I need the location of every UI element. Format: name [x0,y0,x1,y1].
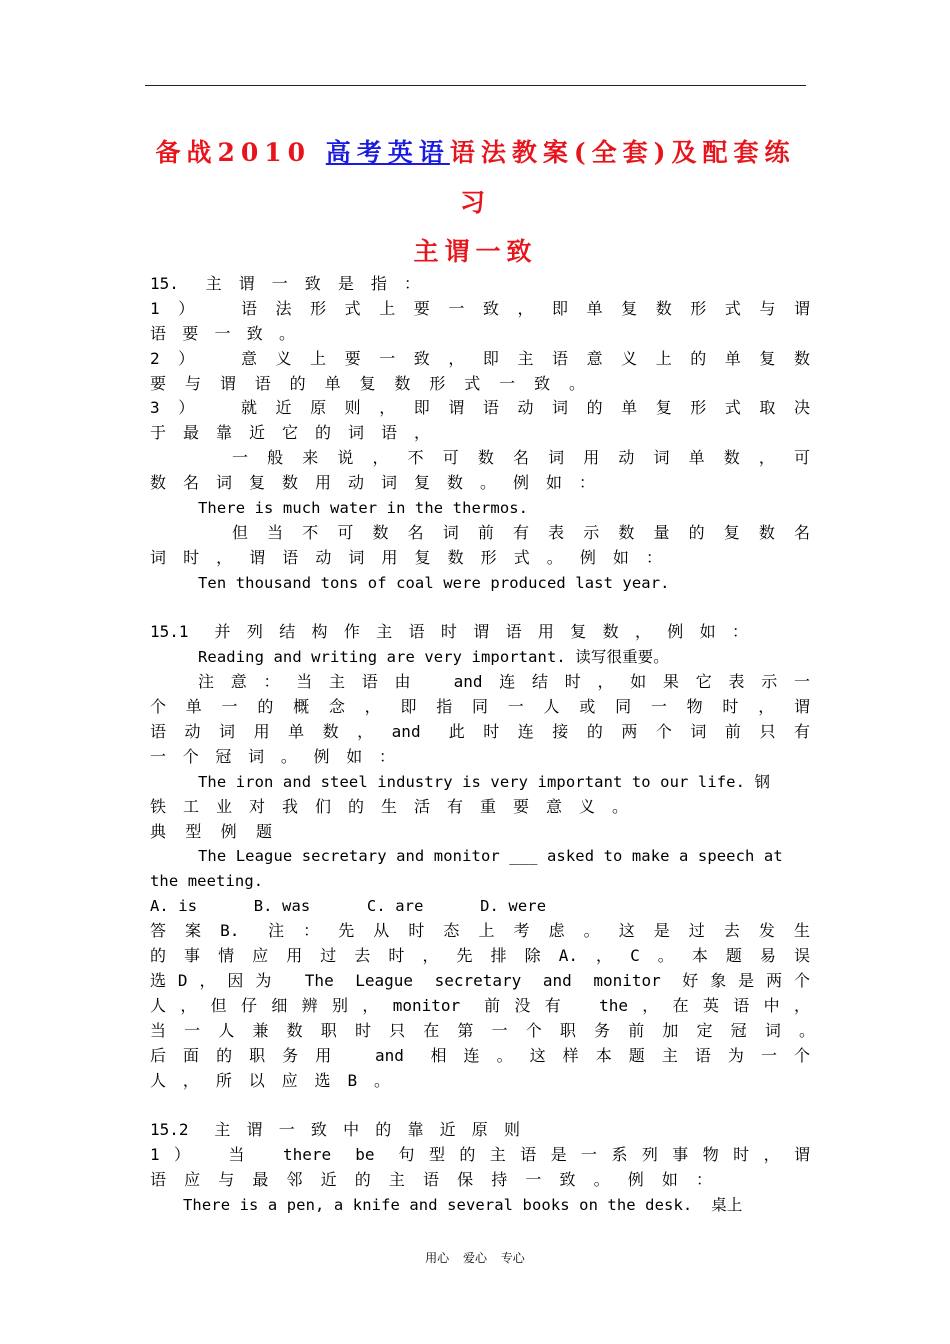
body-line: The League secretary and monitor ___ asked to make a speech at [198,847,783,866]
body-line: Ten thousand tons of coal were produced last year. [198,573,670,592]
body-line: 注意：当主语由 and连结时，如果它表示一 [198,672,810,692]
body-line: 但当不可数名词前有表示数量的复数名 [232,522,810,542]
body-line: 1） 语法形式上要一致，即单复数形式与谓 [150,298,810,318]
title-text-2: 语法教案(全套)及配套练 [449,138,796,167]
body-line: Reading and writing are very important. 读写很重要。 [198,648,669,667]
document-title-line-1 [145,133,806,169]
body-line: 选D，因为 The League secretary and monitor 好象是两个 [150,970,810,990]
body-line: The iron and steel industry is very important to our life. 钢 [198,772,771,791]
body-line: 铁工业对我们的生活有重要意义。 [150,796,628,816]
section-heading: 主谓一致 [413,237,538,266]
body-line: the meeting. [150,872,264,891]
blank-line [150,596,810,621]
body-line: 个单一的概念，即指同一人或同一物时，谓 [150,697,810,717]
body-line: 后面的职务用 and 相连。这样本题主语为一个 [150,1045,810,1065]
document-body [150,272,815,1218]
body-line: 人，所以应选B。 [150,1070,390,1090]
body-line: 2） 意义上要一致，即主语意义上的单复数 [150,348,810,368]
header-rule [145,85,806,86]
body-line: 一般来说，不可数名词用动词单数，可 [232,448,810,468]
body-line: 语要一致。 [150,323,295,343]
body-line: 语应与最邻近的主语保持一致。例如： [150,1170,712,1190]
body-line: 典型例题 [150,821,272,841]
body-line: 于最靠近它的词语， [150,423,430,443]
body-line: There is a pen, a knife and several books on the desk. 桌上 [183,1195,743,1214]
body-line: 3） 就近原则，即谓语动词的单复形式取决 [150,398,810,418]
body-line: 当一人兼数职时只在第一个职务前加定冠词。 [150,1020,815,1040]
title-text-1: 备战2010 [155,138,326,167]
body-line: 要与谓语的单复数形式一致。 [150,373,585,393]
body-line: 一个冠词。例如： [150,746,395,766]
body-line: 15.2 主谓一致中的靠近原则 [150,1120,520,1140]
body-line: 词时，谓语动词用复数形式。例如： [150,547,662,567]
body-line: 的事情应用过去时，先排除A.，C。本题易误 [150,946,810,966]
body-line: 语动词用单数，and 此时连接的两个词前只有 [150,722,810,742]
body-line: 1） 当 there be 句型的主语是一系列事物时，谓 [150,1145,810,1165]
body-line: 数名词复数用动词复数。例如： [150,473,595,493]
blank-line [150,1093,810,1118]
body-line: 15.1 并列结构作主语时谓语用复数，例如： [150,622,748,642]
body-line: 15. 主谓一致是指： [150,274,420,293]
body-line: A. is B. was C. are D. were [150,897,547,916]
document-title-line-2: 习 [459,188,491,217]
title-link[interactable]: 高考英语 [325,138,450,167]
body-line: 人，但仔细辨别，monitor 前没有 the，在英语中， [150,995,810,1015]
body-line: There is much water in the thermos. [198,499,529,518]
page-footer: 用心 爱心 专心 [425,1251,525,1265]
body-line: 答案B. 注：先从时态上考虑。这是过去发生 [150,921,810,941]
